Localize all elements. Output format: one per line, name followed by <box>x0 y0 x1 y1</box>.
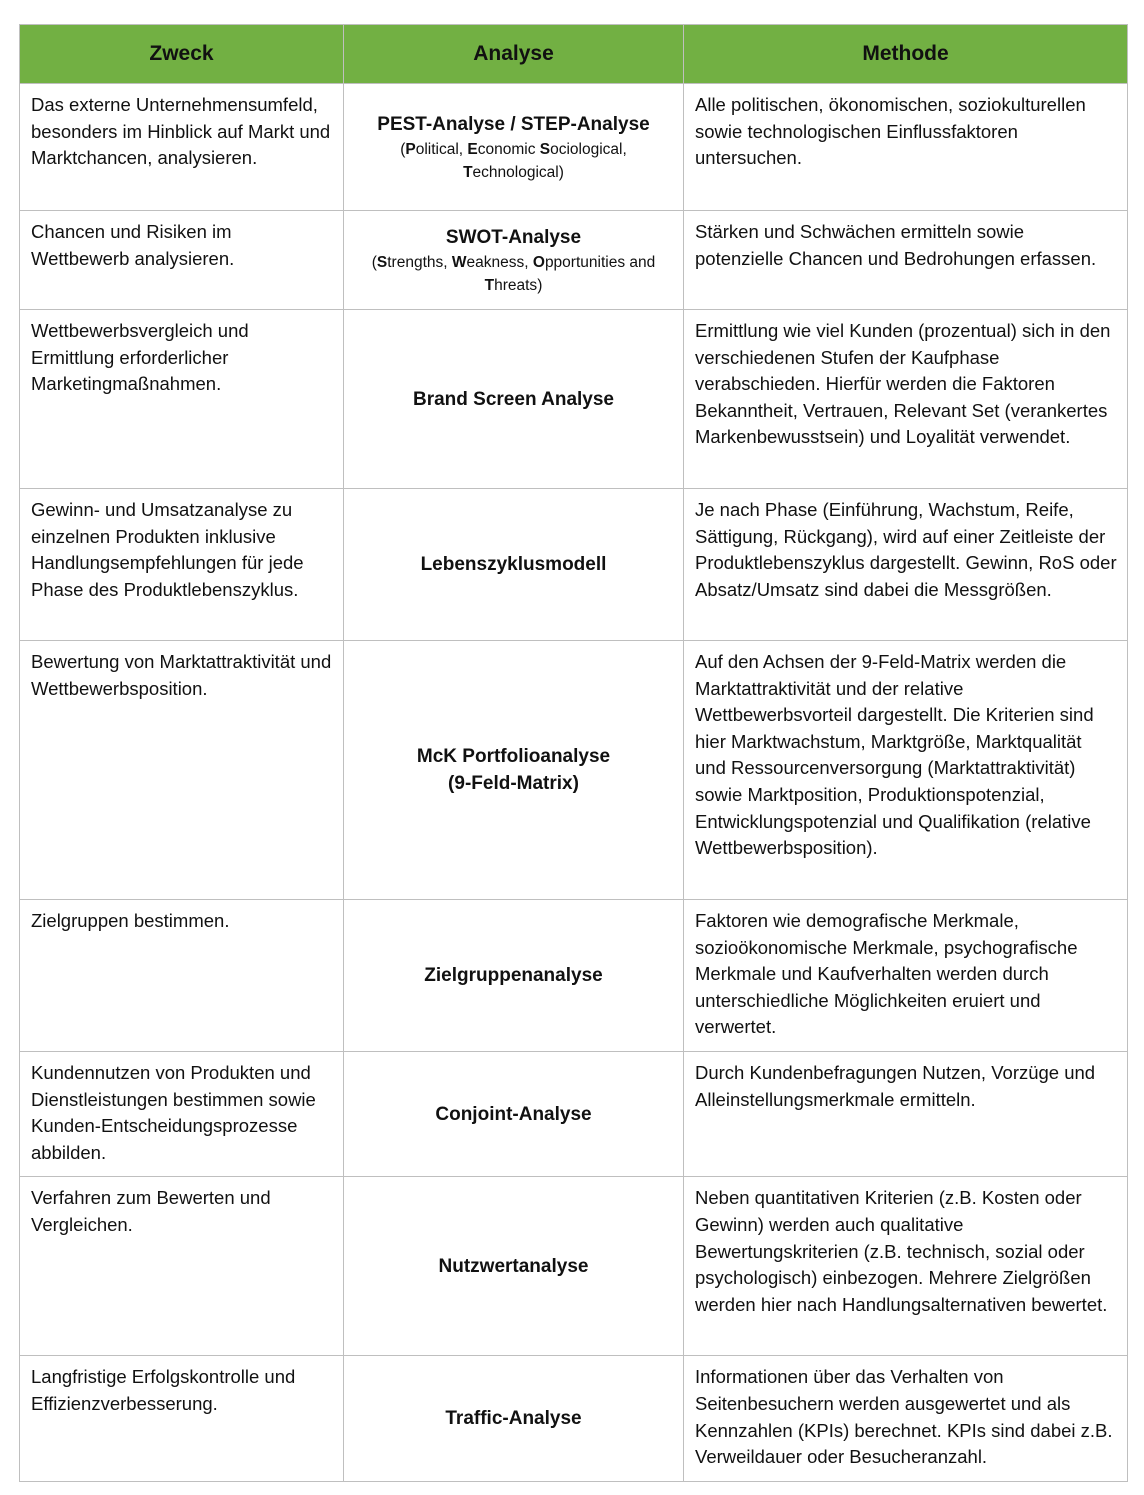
methode-cell: Durch Kundenbefragungen Nutzen, Vorzüge und Alleinstellungsmerkmale ermitteln. <box>684 1052 1128 1177</box>
analyse-cell <box>344 1356 684 1481</box>
analyse-cell <box>344 84 684 211</box>
analyse-cell <box>344 641 684 900</box>
zweck-cell: Kundennutzen von Produkten und Dienstleistungen bestimmen sowie Kunden-Entscheidungsprozesse abbilden. <box>20 1052 344 1177</box>
zweck-cell: Bewertung von Marktattraktivität und Wettbewerbsposition. <box>20 641 344 900</box>
analyse-cell <box>344 211 684 310</box>
acronym-letter: T <box>484 276 495 294</box>
methode-cell: Faktoren wie demografische Merkmale, sozioökonomische Merkmale, psychografische Merkmale und Kaufverhalten werden durch unterschiedliche Möglichkeiten eruiert und verwertet. <box>684 900 1128 1052</box>
methode-cell: Je nach Phase (Einführung, Wachstum, Reife, Sättigung, Rückgang), wird auf einer Zeitleiste der Produktlebenszyklus dargestellt. Gewinn, RoS oder Absatz/Umsatz sind dabei die Messgrößen. <box>684 489 1128 641</box>
header-zweck: Zweck <box>20 25 344 84</box>
analyse-acronym-expansion: (Political, Economic Sociological, Technological) <box>400 140 627 181</box>
methode-cell: Informationen über das Verhalten von Seitenbesuchern werden ausgewertet und als Kennzahlen (KPIs) berechnet. KPIs sind dabei z.B. Verweildauer oder Besucheranzahl. <box>684 1356 1128 1481</box>
acronym-rest: echnological <box>472 163 559 181</box>
table-row <box>20 310 1128 489</box>
acronym-letter: S <box>376 253 388 271</box>
acronym-letter: S <box>539 140 551 158</box>
acronym-rest: trengths, <box>387 253 452 271</box>
analyse-cell <box>344 900 684 1052</box>
analyse-name: Traffic-Analyse <box>445 1408 582 1430</box>
acronym-rest: ociological, <box>550 140 627 158</box>
table-row <box>20 1052 1128 1177</box>
table-row <box>20 489 1128 641</box>
zweck-cell: Chancen und Risiken im Wettbewerb analysieren. <box>20 211 344 310</box>
header-row <box>20 25 1128 84</box>
header-methode: Methode <box>684 25 1128 84</box>
methode-cell: Stärken und Schwächen ermitteln sowie potenzielle Chancen und Bedrohungen erfassen. <box>684 211 1128 310</box>
acronym-letter: P <box>405 140 416 158</box>
methode-cell: Alle politischen, ökonomischen, soziokulturellen sowie technologischen Einflussfaktoren untersuchen. <box>684 84 1128 211</box>
table-row <box>20 1177 1128 1356</box>
zweck-cell: Langfristige Erfolgskontrolle und Effizienzverbesserung. <box>20 1356 344 1481</box>
analyse-acronym-expansion: (Strengths, Weakness, Opportunities and Threats) <box>371 253 656 294</box>
methode-cell: Auf den Achsen der 9-Feld-Matrix werden die Marktattraktivität und der relative Wettbewerbsvorteil dargestellt. Die Kriterien sind hier Marktwachstum, Marktgröße, Marktqualität und Ressourcenversorgung (Marktattraktivität) sowie Marktposition, Produktionspotenzial, Entwicklungspotenzial und Qualifikation (relative Wettbewerbsposition). <box>684 641 1128 900</box>
zweck-cell: Wettbewerbsvergleich und Ermittlung erforderlicher Marketingmaßnahmen. <box>20 310 344 489</box>
analyse-name: Nutzwertanalyse <box>438 1255 589 1277</box>
zweck-cell: Zielgruppen bestimmen. <box>20 900 344 1052</box>
table-row <box>20 1356 1128 1481</box>
analyse-name: Lebenszyklusmodell <box>420 554 607 575</box>
methode-cell: Neben quantitativen Kriterien (z.B. Kosten oder Gewinn) werden auch qualitative Bewertungskriterien (z.B. technisch, sozial oder psychologisch) einbezogen. Mehrere Zielgrößen werden hier nach Handlungsalternativen bewertet. <box>684 1177 1128 1356</box>
acronym-letter: E <box>467 140 478 158</box>
analysis-table <box>19 24 1128 1482</box>
analyse-cell <box>344 1052 684 1177</box>
analyse-name: PEST-Analyse / STEP-Analyse <box>377 113 650 135</box>
acronym-rest: hreats <box>494 276 538 294</box>
acronym-rest: olitical, <box>415 140 468 158</box>
acronym-letter: T <box>463 163 473 181</box>
analyse-cell <box>344 310 684 489</box>
analyse-name-line2: (9-Feld-Matrix) <box>448 773 579 794</box>
analyse-name: Brand Screen Analyse <box>413 388 614 410</box>
acronym-rest: conomic <box>477 140 540 158</box>
analyse-cell <box>344 489 684 641</box>
zweck-cell: Gewinn- und Umsatzanalyse zu einzelnen Produkten inklusive Handlungsempfehlungen für jede Phase des Produktlebenszyklus. <box>20 489 344 641</box>
table-row <box>20 211 1128 310</box>
table-row <box>20 84 1128 211</box>
zweck-cell: Verfahren zum Bewerten und Vergleichen. <box>20 1177 344 1356</box>
methode-cell: Ermittlung wie viel Kunden (prozentual) sich in den verschiedenen Stufen der Kaufphase verabschieden. Hierfür werden die Faktoren Bekanntheit, Vertrauen, Relevant Set (verankertes Markenbewusstsein) und Loyalität verwendet. <box>684 310 1128 489</box>
table-row <box>20 641 1128 900</box>
zweck-cell: Das externe Unternehmensumfeld, besonders im Hinblick auf Markt und Marktchancen, analysieren. <box>20 84 344 211</box>
table-row <box>20 900 1128 1052</box>
acronym-letter: O <box>532 253 545 271</box>
acronym-letter: W <box>451 253 467 271</box>
acronym-rest: pportunities and <box>544 253 656 271</box>
header-analyse: Analyse <box>344 25 684 84</box>
analyse-name: SWOT-Analyse <box>445 226 582 248</box>
acronym-rest: eakness, <box>466 253 533 271</box>
analyse-name: Zielgruppenanalyse <box>424 965 603 986</box>
analyse-name: McK Portfolioanalyse <box>416 746 611 767</box>
analyse-name: Conjoint-Analyse <box>435 1103 592 1125</box>
analyse-cell <box>344 1177 684 1356</box>
